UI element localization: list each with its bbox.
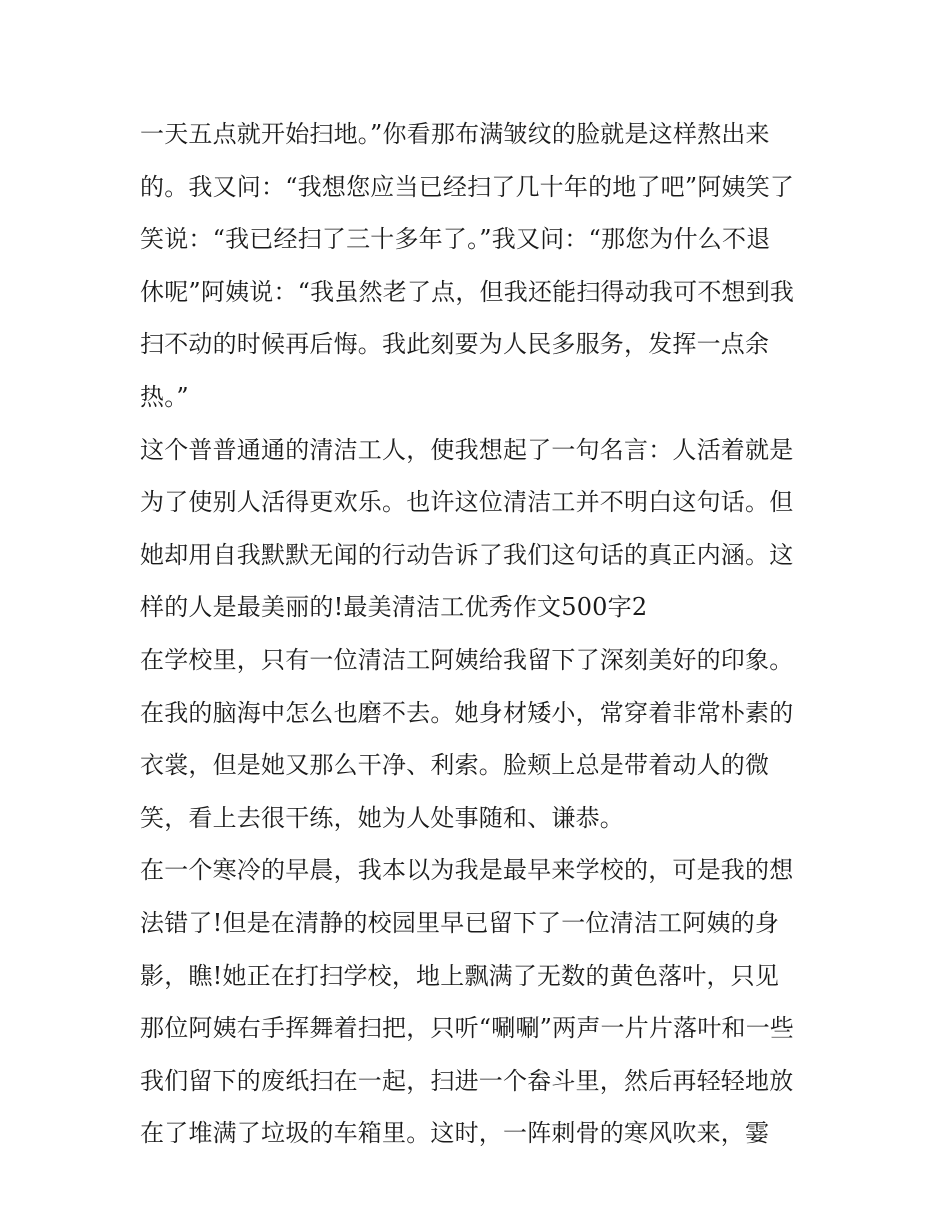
text-line: 扫不动的时候再后悔。我此刻要为人民多服务，发挥一点余 (140, 330, 770, 359)
text-line: 一天五点就开始扫地。”你看那布满皱纹的脸就是这样熬出来 (140, 120, 770, 148)
text-line: 样的人是最美丽的!最美清洁工优秀作文500字2 (140, 593, 648, 622)
text-line: 休呢”阿姨说：“我虽然老了点，但我还能扫得动我可不想到我 (140, 277, 795, 306)
text-line: 在我的脑海中怎么也磨不去。她身材矮小，常穿着非常朴素的 (140, 698, 794, 727)
document-body (140, 108, 820, 1160)
text-line: 在了堆满了垃圾的车箱里。这时，一阵刺骨的寒风吹来，霎 (140, 1119, 770, 1148)
text-line: 这个普普通通的清洁工人，使我想起了一句名言：人活着就是 (140, 435, 794, 464)
text-line: 她却用自我默默无闻的行动告诉了我们这句话的真正内涵。这 (140, 540, 794, 569)
text-line: 笑说：“我已经扫了三十多年了。”我又问：“那您为什么不退 (140, 225, 771, 254)
text-line: 影，瞧!她正在打扫学校，地上飘满了无数的黄色落叶，只见 (140, 961, 780, 990)
text-line: 在一个寒冷的早晨，我本以为我是最早来学校的，可是我的想 (140, 856, 794, 885)
text-line: 那位阿姨右手挥舞着扫把，只听“唰唰”两声一片片落叶和一些 (140, 1014, 795, 1043)
text-line: 为了使别人活得更欢乐。也许这位清洁工并不明白这句话。但 (140, 488, 794, 517)
text-line: 法错了!但是在清静的校园里早已留下了一位清洁工阿姨的身 (140, 908, 780, 937)
text-line: 衣裳，但是她又那么干净、利索。脸颊上总是带着动人的微 (140, 751, 770, 780)
text-line: 的。我又问：“我想您应当已经扫了几十年的地了吧”阿姨笑了 (140, 172, 795, 201)
text-line: 笑，看上去很干练，她为人处事随和、谦恭。 (140, 803, 624, 832)
text-line: 我们留下的废纸扫在一起，扫进一个畚斗里，然后再轻轻地放 (140, 1066, 794, 1095)
text-line: 在学校里，只有一位清洁工阿姨给我留下了深刻美好的印象。 (140, 645, 794, 674)
text-line: 热。” (140, 382, 189, 411)
